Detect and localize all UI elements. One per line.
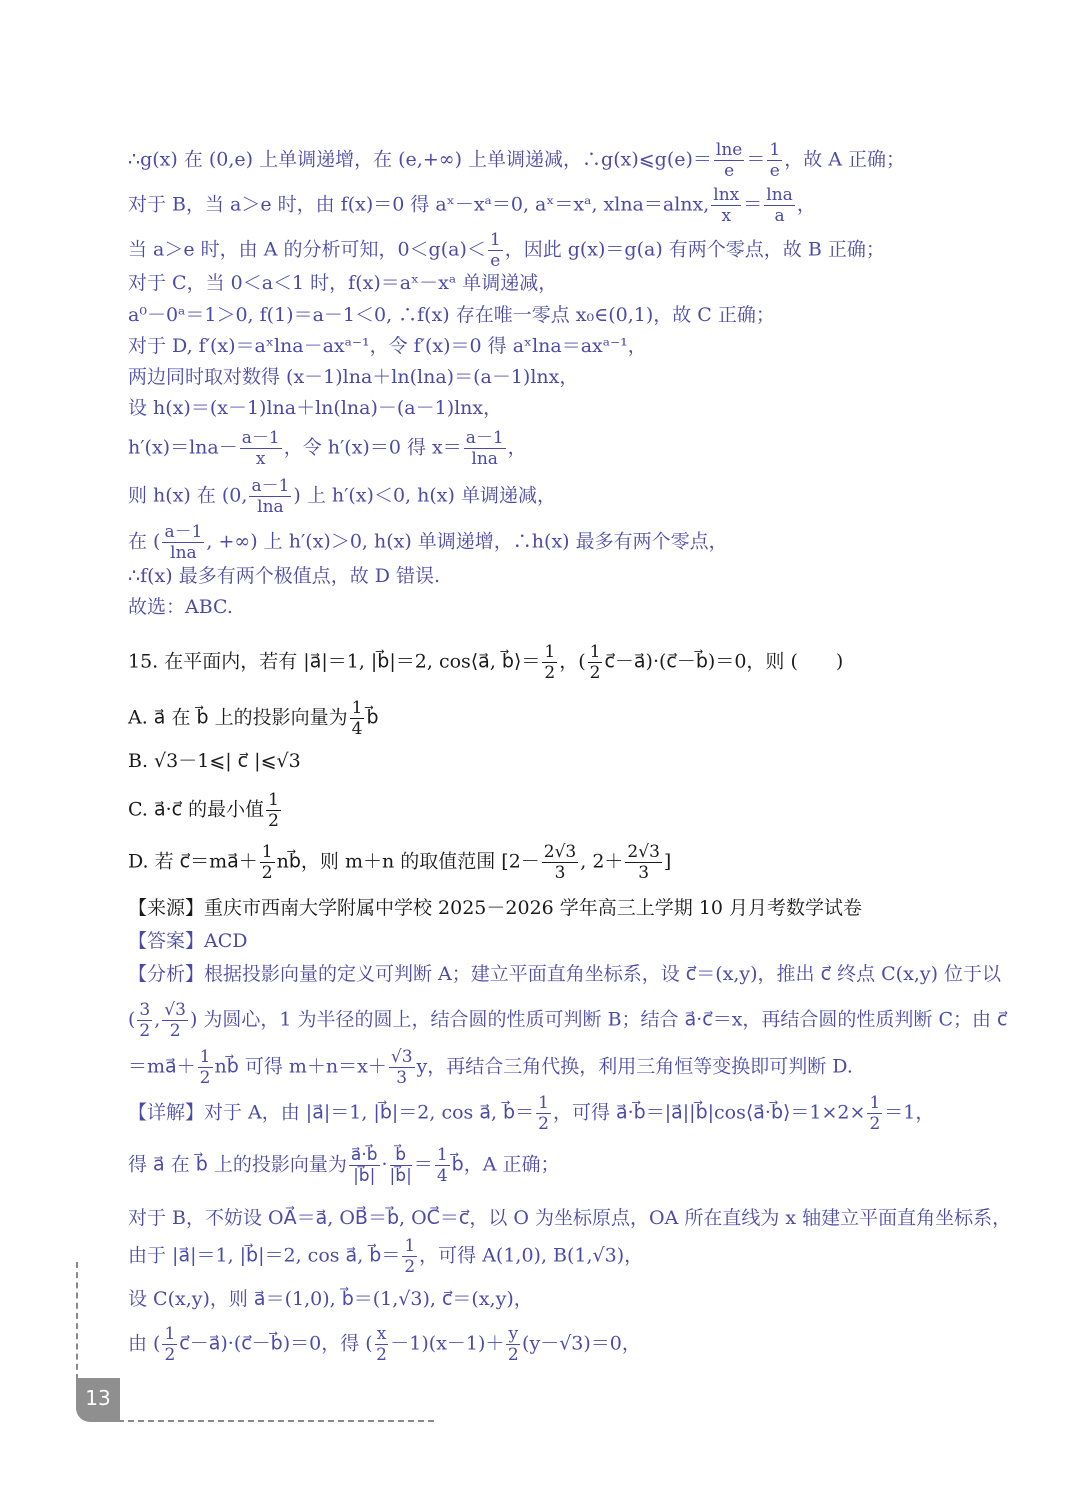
solution-line-4: 对于 C，当 0＜a＜1 时，f(x)＝aˣ－xᵃ 单调递减， [128,272,558,294]
solution-conclusion: ∴f(x) 最多有两个极值点，故 D 错误. [128,565,441,587]
analysis-line-1: 【分析】根据投影向量的定义可判断 A；建立平面直角坐标系，设 c⃗＝(x,y)，推出 c⃗ 终点 C(x,y) 位于以 [128,963,1002,985]
detail-line-4: 由于 |a⃗|＝1, |b⃗|＝2, cos a⃗, b⃗＝ $\frac{1}{2}$ ，可得 A(1,0), B(1,√3)， [128,1236,644,1277]
detail-line-5: 设 C(x,y)，则 a⃗＝(1,0), b⃗＝(1,√3), c⃗＝(x,y)， [128,1288,533,1310]
solution-line-increasing: 在 ( $\frac{a-1}{\ln a}$ , +∞) 上 h′(x)＞0, h(x) 单调递增，∴h(x) 最多有两个零点， [128,522,728,563]
answer-line: 【答案】ACD [128,930,248,952]
solution-line-8: 设 h(x)＝(x－1)lna＋ln(lna)－(a－1)lnx， [128,397,503,419]
detail-line-2: 得 a⃗ 在 b⃗ 上的投影向量为 $\frac{a⃗\cdot b⃗}{|b⃗|}$ · $\frac{b⃗}{|b⃗|}$ ＝ $\frac{1}{4}$ b⃗，A 正确； [128,1145,560,1186]
detail-line-6: 由 ( $\frac{1}{2}$ c⃗－a⃗)·(c⃗－b⃗)＝0，得 ( $\frac{x}{2}$ －1)(x－1)＋ $\frac{y}{2}$ (y－√3)＝0， [128,1324,641,1365]
solution-line-7: 两边同时取对数得 (x－1)lna＋ln(lna)＝(a－1)lnx， [128,366,579,388]
solution-choice: 故选：ABC. [128,596,233,618]
question-15-stem: 15. 在平面内，若有 |a⃗|＝1, |b⃗|＝2, cos⟨a⃗, b⃗⟩＝ $\frac{1}{2}$ ，( $\frac{1}{2}$ c⃗－a⃗)·(c⃗－b⃗)＝0，则 ( ) [128,642,844,683]
solution-line-6: 对于 D, f′(x)＝aˣlna－axᵃ⁻¹，令 f′(x)＝0 得 aˣlna＝axᵃ⁻¹， [128,335,647,357]
option-c: C. a⃗·c⃗ 的最小值 $\frac{1}{2}$ [128,790,279,831]
solution-line-3: 当 a＞e 时，由 A 的分析可知，0＜g(a)＜ $\frac{1}{e}$ ，因此 g(x)＝g(a) 有两个零点，故 B 正确； [128,230,885,271]
page-number: 13 [76,1378,120,1422]
analysis-line-3: ＝ma⃗＋ $\frac{1}{2}$ nb⃗ 可得 m＋n＝x＋ $\frac{√3}{3}$ y，再结合三角代换，利用三角恒等变换即可判断 D. [128,1047,853,1088]
detail-line-1: 【详解】对于 A，由 |a⃗|＝1, |b⃗|＝2, cos a⃗, b⃗＝ $\frac{1}{2}$ ，可得 a⃗·b⃗＝|a⃗||b⃗|cos⟨a⃗·b⃗⟩＝1×2× $\frac{1}{2}$ ＝1， [128,1093,935,1134]
option-d: D. 若 c⃗＝ma⃗＋ $\frac{1}{2}$ nb⃗，则 m＋n 的取值范围 [2－ $\frac{2√3}{3}$ , 2＋ $\frac{2√3}{3}$ ] [128,842,672,883]
page-corner-dashed-vertical [76,1262,78,1380]
solution-line-5: a⁰－0ᵃ＝1＞0, f(1)＝a－1＜0, ∴f(x) 存在唯一零点 x₀∈(0,1)，故 C 正确； [128,304,775,326]
solution-line-2: 对于 B，当 a＞e 时，由 f(x)＝0 得 aˣ－xᵃ＝0, aˣ＝xᵃ, xlna＝alnx, $\frac{\ln x}{x}$ ＝ $\frac{\ln a}{a}$ ， [128,185,816,226]
detail-line-3: 对于 B，不妨设 OA⃗＝a⃗, OB⃗＝b⃗, OC⃗＝c⃗，以 O 为坐标原点，OA 所在直线为 x 轴建立平面直角坐标系， [128,1207,1012,1229]
solution-line-decreasing: 则 h(x) 在 (0, $\frac{a-1}{\ln a}$ ) 上 h′(x)＜0, h(x) 单调递减， [128,476,556,517]
option-b: B. √3－1⩽| c⃗ |⩽√3 [128,750,301,772]
page-corner-dashed-horizontal [118,1420,434,1422]
solution-line-hprime: h′(x)＝lna－ $\frac{a-1}{x}$ ，令 h′(x)＝0 得 x＝ $\frac{a-1}{\ln a}$ ， [128,428,527,469]
source-line: 【来源】重庆市西南大学附属中学校 2025－2026 学年高三上学期 10 月月考数学试卷 [128,897,863,919]
analysis-line-2: ( $\frac{3}{2}$ , $\frac{√3}{2}$ ) 为圆心，1 为半径的圆上，结合圆的性质可判断 B；结合 a⃗·c⃗＝x，再结合圆的性质判断 C；由 c⃗ [128,1000,1008,1041]
option-a: A. a⃗ 在 b⃗ 上的投影向量为 $\frac{1}{4}$ b⃗ [128,698,379,739]
solution-line-1: ∴g(x) 在 (0,e) 上单调递增，在 (e,+∞) 上单调递减，∴g(x)⩽g(e)＝ $\frac{\ln e}{e}$ ＝ $\frac{1}{e}$ ，故 A 正确； [128,140,906,181]
